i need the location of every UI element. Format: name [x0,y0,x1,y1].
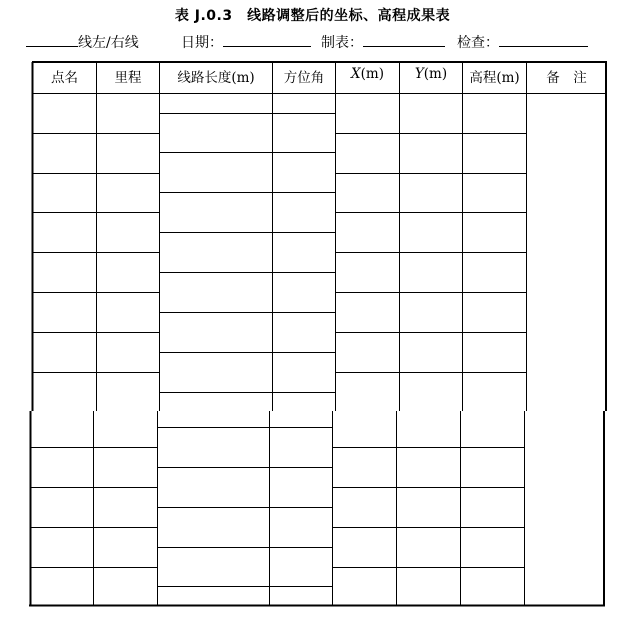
header-y [400,66,462,88]
header-y-variable: Y [414,66,424,82]
header-mileage: 里程 [114,70,142,86]
header-y-unit: (m) [423,66,448,82]
document-title: 表 J.0.3 线路调整后的坐标、高程成果表 [174,8,451,24]
header-line-length: 线路长度(m) [177,70,255,86]
header-azimuth: 方位角 [283,70,325,86]
date-label: 日期： [181,35,223,51]
header-remarks: 备 注 [546,70,587,86]
header-point-name: 点名 [51,70,78,86]
header-x [336,66,399,88]
line-side-label: 线左/右线 [78,35,139,51]
header-elevation: 高程(m) [469,70,520,86]
maker-label: 制表： [321,35,363,51]
checker-label: 检查： [457,35,499,51]
header-x-unit: (m) [360,66,384,82]
header-x-variable: X [351,66,361,82]
